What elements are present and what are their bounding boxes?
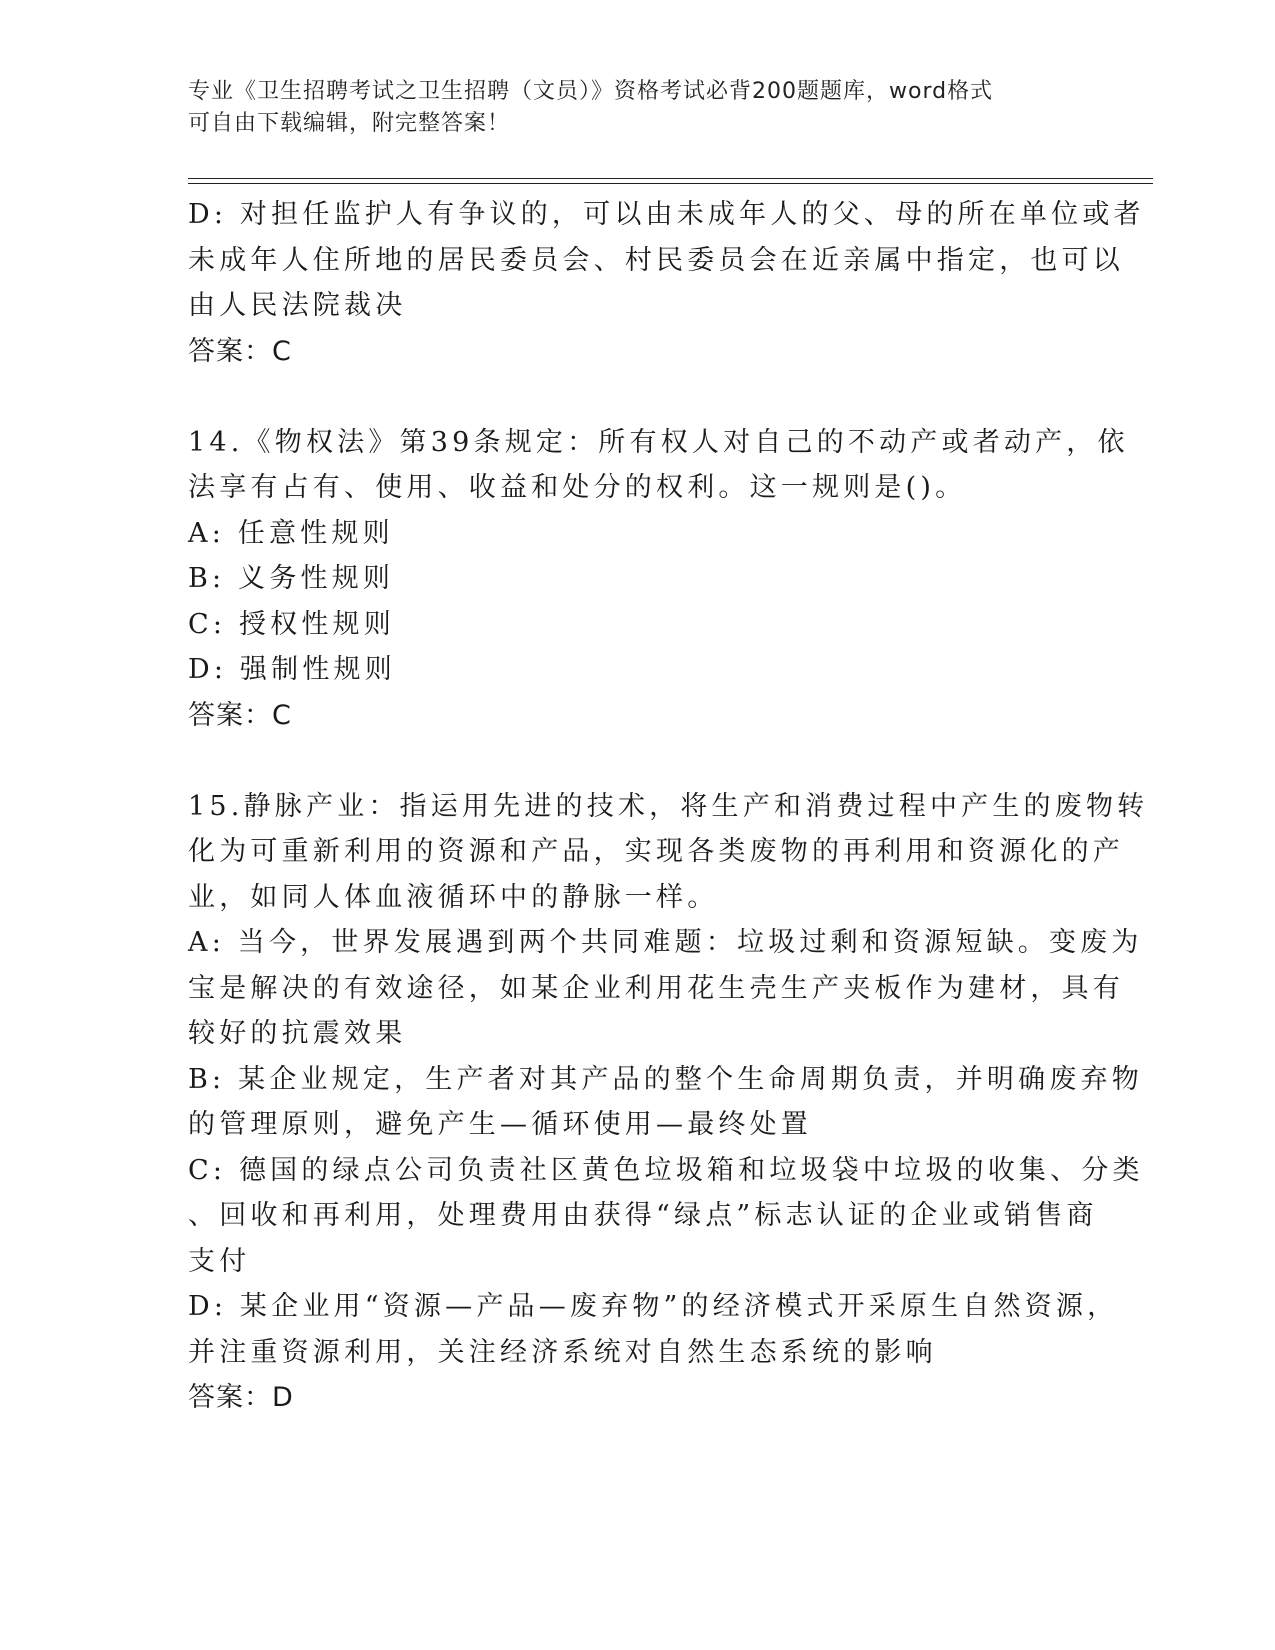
q15-option-d-line-2: 并注重资源利用，关注经济系统对自然生态系统的影响 — [188, 1336, 937, 1368]
q15-option-c-line-2: 、回收和再利用，处理费用由获得“绿点”标志认证的企业或销售商 — [188, 1200, 1098, 1231]
question-spacer — [188, 738, 1068, 784]
header-line-1: 专业《卫生招聘考试之卫生招聘（文员）》资格考试必背200题题库，word格式 — [188, 79, 994, 104]
q14-option-d: D: 强制性规则 — [188, 654, 396, 685]
q14-stem-line-1: 14.《物权法》第39条规定：所有权人对自己的不动产或者动产，依 — [188, 426, 1129, 458]
q14-answer: 答案：C — [188, 699, 292, 731]
q15-option-a-line-3: 较好的抗震效果 — [188, 1018, 407, 1049]
q15-option-d-line-1: D: 某企业用“资源—产品—废弃物”的经济模式开采原生自然资源， — [188, 1291, 1119, 1322]
prev-option-d-line-1: D: 对担任监护人有争议的，可以由未成年人的父、母的所在单位或者 — [188, 199, 1145, 230]
q14-option-a: A: 任意性规则 — [188, 517, 394, 549]
prev-answer: 答案：C — [188, 335, 292, 367]
question-14-block — [188, 420, 1129, 739]
q15-stem-line-1: 15.静脉产业：指运用先进的技术，将生产和消费过程中产生的废物转 — [188, 790, 1149, 822]
q15-option-a-line-1: A: 当今，世界发展遇到两个共同难题：垃圾过剩和资源短缺。变废为 — [188, 927, 1143, 958]
q14-stem-line-2: 法享有占有、使用、收益和处分的权利。这一规则是()。 — [188, 472, 967, 503]
header-line-2: 可自由下载编辑，附完整答案！ — [188, 111, 511, 136]
question-15-block — [188, 784, 1149, 1421]
document-body — [188, 192, 1149, 1421]
prev-option-d-line-3: 由人民法院裁决 — [188, 290, 407, 321]
header-divider-bottom — [188, 183, 1153, 184]
prev-question-block — [188, 192, 1145, 374]
document-header — [188, 76, 1088, 140]
q15-option-c-line-3: 支付 — [188, 1245, 251, 1277]
prev-option-d-line-2: 未成年人住所地的居民委员会、村民委员会在近亲属中指定，也可以 — [188, 244, 1124, 276]
q15-option-b-line-2: 的管理原则，避免产生—循环使用—最终处置 — [188, 1109, 812, 1140]
q15-stem-line-3: 业，如同人体血液循环中的静脉一样。 — [188, 881, 719, 913]
q15-option-b-line-1: B: 某企业规定，生产者对其产品的整个生命周期负责，并明确废弃物 — [188, 1063, 1143, 1095]
question-spacer — [188, 374, 1068, 420]
q15-answer: 答案：D — [188, 1382, 294, 1413]
header-divider-top — [188, 178, 1153, 179]
q14-option-b: B: 义务性规则 — [188, 563, 395, 594]
q15-option-a-line-2: 宝是解决的有效途径，如某企业利用花生壳生产夹板作为建材，具有 — [188, 972, 1124, 1004]
q15-stem-line-2: 化为可重新利用的资源和产品，实现各类废物的再利用和资源化的产 — [188, 836, 1124, 867]
q14-option-c: C: 授权性规则 — [188, 608, 395, 640]
q15-option-c-line-1: C: 德国的绿点公司负责社区黄色垃圾箱和垃圾袋中垃圾的收集、分类 — [188, 1154, 1144, 1186]
